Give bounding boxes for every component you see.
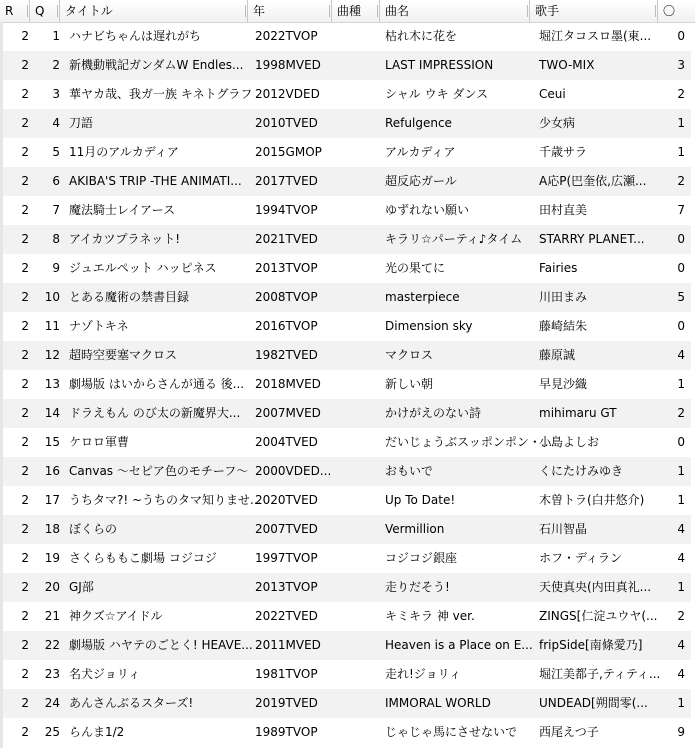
table-row[interactable] (3, 602, 691, 631)
table-row[interactable] (3, 109, 691, 138)
cell-title: 神クズ☆アイドル (69, 609, 163, 623)
cell-artist: 田村直美 (539, 203, 588, 217)
table-row[interactable] (3, 689, 691, 718)
cell-o: 0 (677, 261, 685, 275)
cell-genre (336, 660, 384, 689)
cell-song: キラリ☆パーティ♪タイム (385, 232, 523, 246)
cell-artist: ZINGS[仁淀ユウヤ(... (539, 609, 658, 623)
cell-song: 超反応ガール (385, 174, 457, 188)
column-header-year[interactable]: 年 (248, 0, 332, 22)
cell-genre (336, 80, 384, 109)
cell-q: 13 (44, 377, 60, 391)
cell-o: 7 (677, 203, 685, 217)
cell-q: 11 (44, 319, 60, 333)
cell-genre (336, 515, 384, 544)
cell-genre (336, 689, 384, 718)
cell-artist: 川田まみ (539, 290, 588, 304)
cell-title: ハナビちゃんは遅れがち (69, 29, 202, 43)
cell-genre (336, 312, 384, 341)
cell-q: 23 (44, 667, 60, 681)
cell-song: コジコジ銀座 (385, 551, 458, 565)
cell-o: 0 (677, 435, 685, 449)
cell-r: 2 (21, 203, 29, 217)
cell-artist: 天使真央(内田真礼... (539, 580, 652, 594)
cell-q: 8 (52, 232, 60, 246)
cell-year: 2016TVOP (255, 319, 318, 333)
cell-title: 劇場版 ハヤテのごとく! HEAVE... (69, 638, 253, 652)
cell-title: 華ヤカ哉、我ガ一族 キネトグラフ (69, 87, 253, 101)
cell-o: 0 (677, 319, 685, 333)
cell-q: 3 (52, 87, 60, 101)
cell-genre (336, 631, 384, 660)
cell-r: 2 (21, 290, 29, 304)
cell-song: Dimension sky (385, 319, 473, 333)
cell-r: 2 (21, 232, 29, 246)
table-header (0, 0, 695, 23)
cell-genre (336, 602, 384, 631)
cell-q: 9 (52, 261, 60, 275)
cell-song: おもいで (385, 464, 434, 478)
cell-r: 2 (21, 29, 29, 43)
table-row[interactable] (3, 428, 691, 457)
cell-title: 11月のアルカディア (69, 145, 179, 159)
cell-genre (336, 370, 384, 399)
cell-q: 22 (44, 638, 60, 652)
cell-r: 2 (21, 261, 29, 275)
cell-genre (336, 428, 384, 457)
table-row[interactable] (3, 167, 691, 196)
cell-o: 1 (677, 145, 685, 159)
cell-song: Up To Date! (385, 493, 456, 507)
cell-q: 19 (44, 551, 60, 565)
cell-o: 1 (677, 116, 685, 130)
cell-year: 2018MVED (255, 377, 321, 391)
cell-title: GJ部 (69, 580, 94, 594)
cell-o: 1 (677, 580, 685, 594)
cell-genre (336, 138, 384, 167)
cell-r: 2 (21, 696, 29, 710)
column-header-song[interactable]: 曲名 (380, 0, 530, 22)
cell-r: 2 (21, 87, 29, 101)
table-row[interactable] (3, 573, 691, 602)
cell-r: 2 (21, 145, 29, 159)
cell-song: アルカディア (385, 145, 456, 159)
cell-year: 2020TVED (255, 493, 318, 507)
cell-o: 0 (677, 232, 685, 246)
cell-o: 1 (677, 464, 685, 478)
cell-title: アイカツプラネット! (69, 232, 181, 246)
cell-title: 超時空要塞マクロス (69, 348, 178, 362)
cell-q: 10 (44, 290, 60, 304)
cell-q: 14 (44, 406, 60, 420)
cell-q: 16 (44, 464, 60, 478)
cell-q: 20 (44, 580, 60, 594)
cell-r: 2 (21, 725, 29, 739)
cell-title: さくらももこ劇場 コジコジ (69, 551, 217, 565)
table-row[interactable] (3, 80, 691, 109)
cell-title: とある魔術の禁書目録 (69, 290, 190, 304)
cell-genre (336, 225, 384, 254)
cell-year: 2013TVOP (255, 580, 318, 594)
cell-r: 2 (21, 493, 29, 507)
cell-artist: 少女病 (539, 116, 576, 130)
cell-r: 2 (21, 406, 29, 420)
cell-title: ぼくらの (69, 522, 118, 536)
cell-year: 2013TVOP (255, 261, 318, 275)
cell-artist: Ceui (539, 87, 566, 101)
cell-artist: くにたけみゆき (539, 464, 624, 478)
cell-song: キミキラ 神 ver. (385, 609, 475, 623)
cell-r: 2 (21, 522, 29, 536)
cell-year: 2015GMOP (255, 145, 322, 159)
column-header-artist[interactable]: 歌手 (530, 0, 658, 22)
cell-o: 2 (677, 406, 685, 420)
cell-r: 2 (21, 319, 29, 333)
cell-artist: mihimaru GT (539, 406, 617, 420)
table-row[interactable] (3, 486, 691, 515)
cell-artist: 西尾えつ子 (539, 725, 599, 739)
cell-artist: 堀江美都子,ティティ... (539, 667, 661, 681)
cell-r: 2 (21, 348, 29, 362)
column-header-o[interactable]: 〇 (663, 4, 676, 18)
cell-song: 光の果てに (385, 261, 446, 275)
cell-r: 2 (21, 580, 29, 594)
cell-genre (336, 718, 384, 747)
cell-title: 劇場版 はいからさんが通る 後... (69, 377, 245, 391)
cell-title: 新機動戦記ガンダムW Endles... (69, 58, 244, 72)
cell-q: 2 (52, 58, 60, 72)
table-row[interactable] (3, 399, 691, 428)
cell-genre (336, 109, 384, 138)
cell-r: 2 (21, 464, 29, 478)
cell-song: IMMORAL WORLD (385, 696, 491, 710)
cell-artist: 堀江タコスロ墨(東... (539, 29, 652, 43)
cell-title: ジュエルペット ハッピネス (69, 261, 217, 275)
cell-genre (336, 196, 384, 225)
cell-year: 2022TVED (255, 609, 318, 623)
table-row[interactable] (3, 718, 691, 747)
cell-year: 2008TVOP (255, 290, 318, 304)
cell-year: 2007MVED (255, 406, 321, 420)
cell-artist: TWO-MIX (539, 58, 595, 72)
cell-title: あんさんぶるスターズ! (69, 696, 194, 710)
cell-q: 21 (44, 609, 60, 623)
table-row[interactable] (3, 196, 691, 225)
cell-year: 1997TVOP (255, 551, 318, 565)
cell-genre (336, 573, 384, 602)
cell-year: 2019TVED (255, 696, 318, 710)
cell-o: 4 (677, 522, 685, 536)
cell-year: 2021TVED (255, 232, 318, 246)
cell-year: 2000VDED... (255, 464, 332, 478)
table-row[interactable] (3, 138, 691, 167)
cell-song: masterpiece (385, 290, 460, 304)
cell-o: 2 (677, 87, 685, 101)
cell-year: 1994TVOP (255, 203, 318, 217)
cell-song: 走りだそう! (385, 580, 450, 594)
table-row[interactable] (3, 22, 691, 51)
column-header-r[interactable]: R (0, 0, 30, 22)
cell-o: 4 (677, 638, 685, 652)
cell-year: 2012VDED (255, 87, 320, 101)
cell-r: 2 (21, 435, 29, 449)
table-row[interactable] (3, 312, 691, 341)
cell-year: 2017TVED (255, 174, 318, 188)
table-row[interactable] (3, 515, 691, 544)
cell-year: 1998MVED (255, 58, 321, 72)
cell-artist: 早見沙織 (539, 377, 588, 391)
cell-song: シャル ウキ ダンス (385, 87, 489, 101)
cell-r: 2 (21, 667, 29, 681)
cell-q: 18 (44, 522, 60, 536)
cell-genre (336, 283, 384, 312)
cell-title: AKIBA'S TRIP -THE ANIMATI... (69, 174, 242, 188)
cell-title: らんま1/2 (69, 725, 125, 739)
cell-artist: fripSide[南條愛乃] (539, 638, 643, 652)
cell-o: 4 (677, 667, 685, 681)
cell-song: かけがえのない詩 (385, 406, 482, 420)
cell-genre (336, 167, 384, 196)
cell-r: 2 (21, 58, 29, 72)
cell-song: だいじょうぶスッポンポン・... (385, 435, 553, 449)
cell-title: ケロロ軍曹 (69, 435, 130, 449)
cell-artist: STARRY PLANET... (539, 232, 645, 246)
table-row[interactable] (3, 225, 691, 254)
cell-song: Refulgence (385, 116, 452, 130)
cell-q: 4 (52, 116, 60, 130)
cell-o: 2 (677, 174, 685, 188)
table-row[interactable] (3, 341, 691, 370)
cell-song: 新しい朝 (385, 377, 434, 391)
cell-genre (336, 341, 384, 370)
cell-r: 2 (21, 377, 29, 391)
cell-q: 1 (52, 29, 60, 43)
cell-genre (336, 399, 384, 428)
cell-year: 1981TVOP (255, 667, 318, 681)
table-row[interactable] (3, 254, 691, 283)
table-row[interactable] (3, 457, 691, 486)
cell-artist: ホフ・ディラン (539, 551, 623, 565)
table-body (3, 22, 691, 747)
cell-r: 2 (21, 609, 29, 623)
cell-song: ゆずれない願い (385, 203, 470, 217)
cell-genre (336, 486, 384, 515)
cell-artist: 木曽トラ(白井悠介) (539, 493, 645, 507)
cell-song: 枯れ木に花を (385, 29, 458, 43)
cell-artist: 石川智晶 (539, 522, 588, 536)
table-row[interactable] (3, 51, 691, 80)
cell-o: 3 (677, 58, 685, 72)
column-header-q[interactable]: Q (30, 0, 60, 22)
table-row[interactable] (3, 660, 691, 689)
cell-title: Canvas ～セピア色のモチーフ～ (69, 464, 249, 478)
cell-title: うちタマ?! ~うちのタマ知りませ... (69, 493, 262, 507)
cell-genre (336, 457, 384, 486)
cell-year: 2022TVOP (255, 29, 318, 43)
table-row[interactable] (3, 631, 691, 660)
cell-title: ナゾトキネ (69, 319, 129, 333)
cell-genre (336, 254, 384, 283)
cell-song: LAST IMPRESSION (385, 58, 494, 72)
cell-o: 2 (677, 609, 685, 623)
cell-r: 2 (21, 174, 29, 188)
cell-year: 1982TVED (255, 348, 318, 362)
column-header-title[interactable]: タイトル (60, 0, 248, 22)
cell-artist: 小島よしお (539, 435, 600, 449)
table-row[interactable] (3, 544, 691, 573)
cell-r: 2 (21, 638, 29, 652)
cell-q: 24 (44, 696, 60, 710)
cell-q: 15 (44, 435, 60, 449)
cell-o: 5 (677, 290, 685, 304)
cell-title: 魔法騎士レイアース (69, 203, 176, 217)
cell-song: マクロス (385, 348, 434, 362)
cell-artist: 藤崎結朱 (539, 319, 588, 333)
table-row[interactable] (3, 370, 691, 399)
cell-song: 走れ!ジョリィ (385, 667, 462, 681)
column-header-genre[interactable]: 曲種 (332, 0, 380, 22)
cell-q: 25 (44, 725, 60, 739)
cell-title: ドラえもん のび太の新魔界大... (69, 406, 241, 420)
cell-q: 5 (52, 145, 60, 159)
cell-year: 2010TVED (255, 116, 318, 130)
cell-song: Vermillion (385, 522, 445, 536)
cell-o: 1 (677, 696, 685, 710)
cell-q: 17 (44, 493, 60, 507)
cell-o: 0 (677, 29, 685, 43)
cell-r: 2 (21, 116, 29, 130)
cell-q: 7 (52, 203, 60, 217)
cell-title: 刀語 (69, 116, 94, 130)
cell-r: 2 (21, 551, 29, 565)
cell-o: 9 (677, 725, 685, 739)
cell-genre (336, 51, 384, 80)
cell-o: 1 (677, 377, 685, 391)
table-row[interactable] (3, 283, 691, 312)
cell-q: 12 (44, 348, 60, 362)
cell-o: 4 (677, 348, 685, 362)
cell-genre (336, 22, 384, 51)
cell-title: 名犬ジョリィ (69, 667, 141, 681)
cell-artist: A応P(巴奎依,広瀬... (539, 174, 647, 188)
cell-song: Heaven is a Place on E... (385, 638, 533, 652)
cell-song: じゃじゃ馬にさせないで (385, 725, 518, 739)
cell-year: 2007TVED (255, 522, 318, 536)
cell-year: 1989TVOP (255, 725, 318, 739)
cell-q: 6 (52, 174, 60, 188)
cell-year: 2004TVED (255, 435, 318, 449)
cell-artist: Fairies (539, 261, 578, 275)
cell-artist: UNDEAD[朔間零(... (539, 696, 648, 710)
cell-year: 2011MVED (255, 638, 321, 652)
cell-artist: 千歳サラ (539, 145, 588, 159)
cell-o: 1 (677, 493, 685, 507)
cell-o: 4 (677, 551, 685, 565)
cell-artist: 藤原誠 (539, 348, 576, 362)
cell-genre (336, 544, 384, 573)
